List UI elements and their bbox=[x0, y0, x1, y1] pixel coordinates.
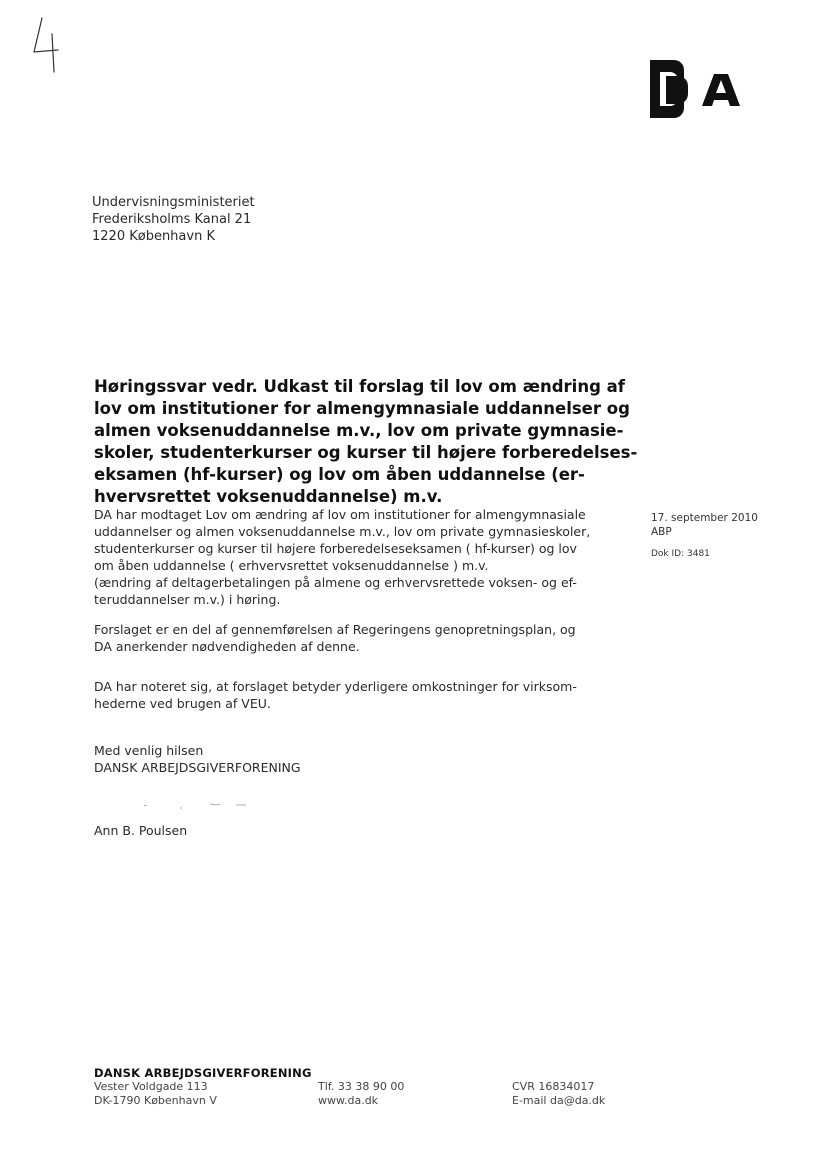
recipient-line: 1220 København K bbox=[92, 229, 215, 244]
footer-organization: DANSK ARBEJDSGIVERFORENING bbox=[94, 1066, 312, 1080]
subject-line: skoler, studenterkurser og kurser til højere forberedelses- bbox=[94, 443, 638, 462]
body-line: uddannelser og almen voksenuddannelse m.v., lov om private gymnasieskoler, bbox=[94, 524, 591, 539]
subject-line: hvervsrettet voksenuddannelse) m.v. bbox=[94, 487, 443, 506]
handwritten-page-number bbox=[30, 14, 70, 74]
footer-contact bbox=[318, 1080, 404, 1108]
body-line: Forslaget er en del af gennemførelsen af Regeringens genopretningsplan, og bbox=[94, 622, 576, 637]
body-paragraph-1 bbox=[94, 506, 642, 608]
body-line: hederne ved brugen af VEU. bbox=[94, 696, 271, 711]
footer-cvr: CVR 16834017 bbox=[512, 1080, 595, 1093]
footer-phone: Tlf. 33 38 90 00 bbox=[318, 1080, 405, 1093]
subject-line: eksamen (hf-kurser) og lov om åben uddannelse (er- bbox=[94, 465, 585, 484]
closing-organization: DANSK ARBEJDSGIVERFORENING bbox=[94, 760, 301, 775]
document-date: 17. september 2010 bbox=[651, 512, 758, 524]
footer-address bbox=[94, 1066, 312, 1108]
body-paragraph-2 bbox=[94, 621, 642, 655]
subject-line: Høringssvar vedr. Udkast til forslag til lov om ændring af bbox=[94, 377, 625, 396]
author-initials: ABP bbox=[651, 526, 672, 538]
body-line: DA har noteret sig, at forslaget betyder yderligere omkostninger for virksom- bbox=[94, 679, 577, 694]
subject-heading bbox=[94, 376, 640, 508]
document-id: Dok ID: 3481 bbox=[651, 549, 710, 559]
closing-block bbox=[94, 742, 301, 776]
recipient-address bbox=[92, 194, 255, 245]
body-line: studenterkurser og kurser til højere forberedelseseksamen ( hf-kurser) og lov bbox=[94, 541, 577, 556]
da-logo bbox=[648, 58, 758, 120]
signer-name: Ann B. Poulsen bbox=[94, 823, 188, 838]
footer-web: www.da.dk bbox=[318, 1094, 379, 1107]
footer-street: Vester Voldgade 113 bbox=[94, 1080, 208, 1093]
document-meta bbox=[651, 511, 758, 561]
body-line: DA har modtaget Lov om ændring af lov om institutioner for almengymnasiale bbox=[94, 507, 586, 522]
signature-mark bbox=[140, 796, 280, 814]
body-line: DA anerkender nødvendigheden af denne. bbox=[94, 639, 360, 654]
closing-greeting: Med venlig hilsen bbox=[94, 743, 204, 758]
subject-line: lov om institutioner for almengymnasiale uddannelser og bbox=[94, 399, 630, 418]
footer-city: DK-1790 København V bbox=[94, 1094, 217, 1107]
subject-line: almen voksenuddannelse m.v., lov om private gymnasie- bbox=[94, 421, 624, 440]
recipient-line: Frederiksholms Kanal 21 bbox=[92, 212, 252, 227]
body-paragraph-3 bbox=[94, 678, 642, 712]
footer-email: E-mail da@da.dk bbox=[512, 1094, 606, 1107]
body-line: (ændring af deltagerbetalingen på almene og erhvervsrettede voksen- og ef- bbox=[94, 575, 577, 590]
footer-registration bbox=[512, 1080, 605, 1108]
body-line: om åben uddannelse ( erhvervsrettet voksenuddannelse ) m.v. bbox=[94, 558, 489, 573]
body-line: teruddannelser m.v.) i høring. bbox=[94, 592, 281, 607]
recipient-line: Undervisningsministeriet bbox=[92, 195, 255, 210]
